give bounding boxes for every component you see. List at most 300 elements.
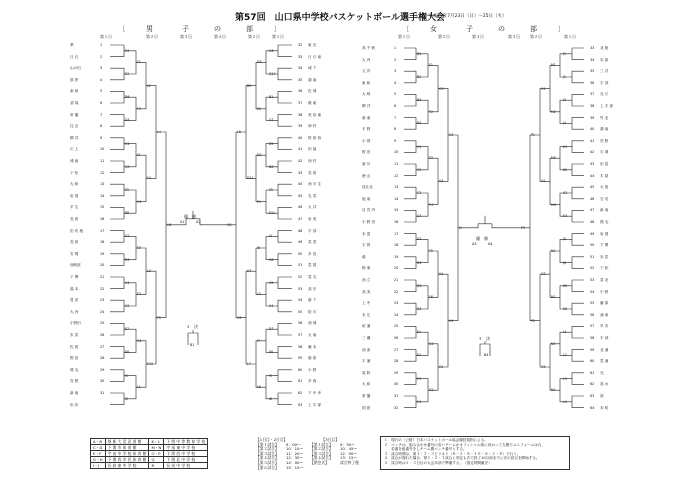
schedule-cell: 【第４試合】 bbox=[256, 455, 279, 461]
girls-champion-label: 優 勝 bbox=[476, 236, 488, 241]
girls-left-team: 東 和 bbox=[362, 80, 371, 85]
boys-left-seed: 7 bbox=[100, 112, 103, 117]
girls-right-seed: 64 bbox=[590, 405, 595, 410]
girls-right-seed: 50 bbox=[590, 243, 595, 248]
boys-right-seed: 47 bbox=[298, 217, 303, 221]
boys-right-team: 美 祢 東 bbox=[308, 112, 322, 117]
boys-left-seed: 3 bbox=[100, 66, 103, 71]
girls-right-game-label: L3 bbox=[563, 376, 567, 381]
boys-left-seed: 28 bbox=[100, 356, 105, 361]
schedule-cell: 【第５試合】 bbox=[256, 459, 279, 465]
girls-right-seed: 56 bbox=[590, 312, 595, 317]
girls-left-team: 大 岐 bbox=[362, 92, 371, 97]
boys-left-seed: 31 bbox=[100, 391, 105, 395]
girls-right-team: 三 井 bbox=[600, 69, 609, 74]
girls-left-team: 浅江北 bbox=[362, 185, 373, 190]
schedule-row bbox=[256, 466, 364, 471]
girls-right-seed: 58 bbox=[590, 336, 595, 340]
schedule-cell: 【第３試合】 bbox=[256, 450, 279, 456]
boys-right-seed: 53 bbox=[298, 286, 303, 291]
notes-box bbox=[380, 436, 570, 470]
boys-left-game-label: G3 bbox=[125, 164, 130, 169]
girls-right-game-label: O4 bbox=[541, 365, 546, 369]
girls-round-1r: 第１日 bbox=[564, 34, 576, 39]
girls-round-3r: 第３日 bbox=[508, 34, 520, 39]
girls-head-close: 〕 bbox=[558, 25, 565, 33]
boys-right-game-label: B1 bbox=[269, 95, 274, 100]
boys-right-team: 下 中 幸 bbox=[308, 391, 322, 395]
boys-right-team: 田 福 bbox=[308, 147, 317, 152]
girls-left-seed: 4 bbox=[394, 80, 397, 85]
girls-right-seed: 41 bbox=[590, 138, 595, 143]
boys-right-seed: 54 bbox=[298, 298, 303, 303]
schedule-cell: 10：10〜 bbox=[286, 446, 304, 452]
girls-left-game-label: C1 bbox=[417, 144, 422, 149]
girls-left-game-label: G2 bbox=[429, 388, 434, 393]
girls-right-seed: 34 bbox=[590, 57, 595, 62]
schedule-cell: 12：30〜 bbox=[286, 455, 304, 461]
boys-right-game-label: I8 bbox=[257, 246, 260, 250]
boys-left-seed: 10 bbox=[100, 147, 105, 152]
boys-left-game-label: G2 bbox=[125, 234, 130, 239]
girls-left-team: 旭 南 bbox=[362, 196, 371, 201]
boys-left-team: 華 bbox=[70, 43, 74, 47]
boys-third-b1: B1 bbox=[190, 343, 195, 347]
venue-name: 長 成 中 学 校 bbox=[164, 463, 208, 469]
girls-left-seed: 15 bbox=[394, 208, 399, 213]
girls-left-game-label: B2 bbox=[417, 75, 422, 79]
boys-left-game-label: G4 bbox=[137, 338, 142, 343]
girls-left-seed: 26 bbox=[394, 336, 399, 340]
boys-right-seed: 35 bbox=[298, 77, 303, 82]
boys-right-seed: 32 bbox=[298, 43, 303, 47]
boys-left-team: 日 石 bbox=[70, 54, 79, 59]
boys-left-game-label: L4 bbox=[157, 130, 161, 134]
girls-round-2r: 第２日 bbox=[530, 34, 542, 39]
girls-left-seed: 23 bbox=[394, 301, 399, 306]
girls-left-game-label: H3 bbox=[449, 133, 454, 137]
boys-round-2r: 第２日 bbox=[248, 34, 260, 39]
boys-left-team: 新 南 bbox=[70, 391, 79, 395]
girls-left-game-label: F3 bbox=[429, 156, 433, 161]
girls-right-seed: 62 bbox=[590, 382, 595, 387]
girls-right-game-label: N2 bbox=[551, 295, 556, 300]
boys-left-seed: 14 bbox=[100, 193, 105, 198]
boys-right-game-label: I6 bbox=[269, 396, 272, 401]
girls-right-game-label: K1 bbox=[563, 144, 568, 149]
girls-right-seed: 46 bbox=[590, 196, 595, 201]
girls-left-seed: 22 bbox=[394, 289, 399, 294]
girls-right-team: 浦 東 bbox=[600, 312, 609, 317]
girls-right-seed: 43 bbox=[590, 162, 595, 166]
girls-right-team: 新 南 bbox=[600, 208, 609, 213]
girls-right-seed: 48 bbox=[590, 220, 595, 224]
girls-left-team: 小 郡 bbox=[362, 138, 371, 143]
boys-right-team: 上 宇 部 bbox=[308, 402, 322, 407]
girls-right-team: 小 野 bbox=[600, 289, 609, 294]
schedule-cell: 15：15〜 bbox=[286, 464, 304, 470]
girls-left-game-label: H1 bbox=[439, 272, 444, 277]
boys-round-3l: 第３日 bbox=[180, 34, 192, 39]
note-line: ２ ベンチは、組み合わせ番号の若いチームがオフィシャル席に向かって左側でユニフォームは白、 bbox=[384, 442, 546, 447]
boys-right-game-label: E1 bbox=[257, 199, 262, 204]
boys-left-seed: 9 bbox=[100, 135, 103, 140]
girls-right-seed: 53 bbox=[590, 278, 595, 282]
boys-left-seed: 29 bbox=[100, 367, 105, 372]
girls-left-game-label: B4 bbox=[417, 121, 422, 126]
girls-right-game-label: O2 bbox=[541, 179, 546, 184]
girls-right-team: 豊 北 bbox=[600, 278, 609, 282]
girls-left-game-label: G4 bbox=[439, 179, 444, 184]
boys-left-team: 安 岡 bbox=[70, 251, 79, 256]
boys-right-team: 多 田 bbox=[308, 251, 317, 256]
girls-right-team: 荒 野 bbox=[600, 138, 609, 143]
girls-left-game-label: C2 bbox=[417, 167, 422, 172]
girls-right-game-label: J2 bbox=[563, 75, 566, 79]
girls-left-team: 平 野 bbox=[362, 127, 371, 132]
girls-left-seed: 9 bbox=[394, 138, 397, 143]
boys-right-team: 宇 部 bbox=[308, 228, 317, 233]
girls-left-game-label: F4 bbox=[429, 202, 433, 207]
girls-right-game-label: K3 bbox=[563, 191, 568, 195]
girls-third-b1: B4 bbox=[484, 353, 489, 357]
boys-right-seed: 59 bbox=[298, 356, 303, 361]
girls-right-game-label: P3 bbox=[521, 225, 525, 230]
girls-right-game-label: P2 bbox=[531, 318, 535, 323]
girls-left-game-label: C4 bbox=[417, 214, 422, 219]
girls-right-game-label: L2 bbox=[563, 353, 567, 358]
boys-left-team: 常 盤 bbox=[70, 112, 79, 117]
boys-left-team: 下 松 bbox=[70, 170, 79, 175]
schedule-head-1: 【1日目・2日目】 bbox=[256, 437, 288, 442]
boys-left-seed: 8 bbox=[100, 124, 103, 129]
boys-left-team: 厚 狭 bbox=[70, 77, 79, 82]
boys-right-team: 高 川 bbox=[308, 286, 317, 291]
girls-right-game-label: M2 bbox=[551, 109, 556, 114]
girls-left-team: 文 洋 bbox=[362, 69, 371, 74]
boys-left-team: 下 関 bbox=[70, 275, 79, 279]
boys-left-team: 岩 国 bbox=[70, 193, 79, 198]
girls-left-seed: 32 bbox=[394, 405, 399, 410]
girls-left-team: 周 防 bbox=[362, 370, 371, 375]
girls-right-seed: 37 bbox=[590, 92, 595, 97]
girls-left-game-label: E2 bbox=[417, 353, 422, 358]
boys-left-team: 大 和 bbox=[70, 182, 79, 187]
boys-right-team: 佐 城 bbox=[308, 89, 317, 94]
girls-left-seed: 25 bbox=[394, 324, 399, 329]
boys-right-team: 萩 東 bbox=[308, 101, 317, 105]
girls-left-seed: 21 bbox=[394, 278, 399, 282]
boys-right-seed: 51 bbox=[298, 263, 303, 268]
boys-left-team: 宮 野 bbox=[70, 379, 79, 384]
boys-right-seed: 39 bbox=[298, 124, 303, 129]
venue-name: 下 関 中 等 教 育 学 校 bbox=[164, 439, 208, 445]
boys-left-team: 西岐波 bbox=[70, 263, 81, 268]
boys-right-seed: 44 bbox=[298, 182, 303, 187]
girls-left-seed: 19 bbox=[394, 254, 399, 259]
girls-left-game-label: D4 bbox=[417, 307, 422, 311]
girls-right-team: 豊 浦 bbox=[600, 359, 609, 364]
boys-left-seed: 19 bbox=[100, 251, 105, 256]
girls-right-game-label: J5 bbox=[563, 237, 566, 242]
girls-left-team: 徳 山 bbox=[362, 173, 371, 178]
girls-left-team: 上 中 bbox=[362, 301, 371, 306]
boys-right-seed: 45 bbox=[298, 193, 303, 198]
boys-right-seed: 48 bbox=[298, 228, 303, 233]
boys-left-game-label: E3 bbox=[125, 72, 130, 76]
boys-right-seed: 49 bbox=[298, 240, 303, 245]
boys-left-seed: 26 bbox=[100, 333, 105, 337]
girls-right-seed: 40 bbox=[590, 127, 595, 132]
girls-right-team: 藤 原 bbox=[600, 301, 609, 306]
boys-right-seed: 38 bbox=[298, 112, 303, 117]
venue-name: 下 関 西 中 学 校 bbox=[164, 451, 208, 457]
note-line: １ 現行の（公財）日本バスケットボール協会競技規則による。 bbox=[384, 438, 488, 442]
note-line: ５ 試合時は２・３日目の大会本部で準備する。（指定時間厳守） bbox=[384, 460, 492, 465]
girls-round-2l: 第２日 bbox=[438, 34, 450, 39]
girls-left-game-label: G3 bbox=[439, 86, 444, 91]
boys-right-team: 多 西 bbox=[308, 379, 317, 384]
schedule-cell: 【第１試合】 bbox=[310, 441, 333, 447]
schedule-cell bbox=[310, 466, 340, 471]
boys-right-game-label: H7 bbox=[247, 269, 252, 274]
schedule-cell: 【閉会式】 bbox=[310, 459, 329, 465]
boys-right-team: 鴻 南 bbox=[308, 77, 317, 82]
boys-left-seed: 2 bbox=[100, 54, 103, 59]
girls-right-game-label: J4 bbox=[563, 121, 566, 126]
boys-right-team: 神 村 bbox=[308, 124, 317, 129]
girls-right-team: 鴻 南 bbox=[600, 127, 609, 132]
girls-right-team: 高 水 bbox=[600, 382, 609, 387]
girls-right-seed: 49 bbox=[590, 231, 595, 236]
boys-left-seed: 1 bbox=[100, 43, 103, 47]
schedule-cell: 14：00〜 bbox=[286, 459, 304, 465]
girls-left-game-label: H2 bbox=[439, 365, 444, 369]
boys-left-team: 小野田 bbox=[70, 321, 81, 326]
boys-left-team: 柳 井 bbox=[70, 135, 79, 140]
boys-right-game-label: H4 bbox=[269, 304, 274, 308]
boys-right-team: 太 井 bbox=[308, 205, 317, 210]
girls-right-game-label: N1 bbox=[551, 249, 556, 253]
girls-right-seed: 54 bbox=[590, 289, 595, 294]
girls-left-game-label: F6 bbox=[429, 295, 433, 300]
boys-right-team: 西 村 bbox=[308, 159, 317, 163]
boys-right-team: 防 川 bbox=[308, 309, 317, 314]
venue-row bbox=[91, 463, 208, 469]
venue-name: 維 新 大 晃 武 道 館 bbox=[105, 439, 149, 445]
venue-code: E・F bbox=[91, 451, 106, 457]
schedule-cell: 【第１試合】 bbox=[256, 441, 279, 447]
girls-left-team: 柳 井 bbox=[362, 104, 371, 108]
venue-name: 下 関 北 中 学 校 bbox=[164, 457, 208, 463]
girls-left-game-label: D1 bbox=[417, 237, 422, 242]
venue-name: 宇 部 東 中 学 校 bbox=[164, 445, 208, 451]
boys-right-game-label: L5 bbox=[257, 292, 261, 297]
girls-left-seed: 24 bbox=[394, 312, 399, 317]
girls-left-game-label: B3 bbox=[417, 98, 422, 103]
boys-right-game-label: H5 bbox=[269, 280, 274, 285]
boys-left-game-label: F5 bbox=[157, 315, 161, 320]
boys-left-game-label: I2 bbox=[125, 396, 128, 401]
boys-right-game-label: G6 bbox=[269, 48, 274, 53]
venue-name: 下 関 市 体 育 館 bbox=[105, 445, 149, 451]
venue-code: I・J bbox=[91, 463, 106, 469]
girls-right-team: 竹 北 bbox=[600, 115, 609, 120]
girls-right-game-label: K4 bbox=[563, 214, 568, 219]
girls-right-game-label: J1 bbox=[563, 51, 566, 56]
boys-left-team: 湯 本 bbox=[70, 286, 79, 291]
boys-right-team: 防 府 西 bbox=[308, 135, 322, 140]
girls-right-seed: 45 bbox=[590, 185, 595, 190]
schedule-cell: 試合終了後 bbox=[340, 459, 359, 465]
girls-right-team: 石 見 bbox=[600, 196, 609, 201]
boys-right-seed: 40 bbox=[298, 135, 303, 140]
girls-left-seed: 13 bbox=[394, 185, 399, 190]
girls-right-team: 宇 部 bbox=[600, 80, 609, 85]
boys-right-game-label: D5 bbox=[269, 141, 274, 146]
boys-left-game-label: E9 bbox=[137, 246, 142, 250]
girls-left-game-label: F1 bbox=[429, 63, 433, 68]
girls-left-team: 阿 東 bbox=[362, 266, 371, 271]
girls-right-team: 宇 部 bbox=[600, 336, 609, 340]
girls-right-team: 光 bbox=[600, 370, 604, 375]
boys-left-team: 佐 波 bbox=[70, 344, 79, 349]
boys-right-game-label: D8 bbox=[269, 164, 274, 169]
boys-champion-label: 優 勝 bbox=[184, 214, 196, 219]
girls-final-a1: A3 bbox=[472, 242, 477, 246]
girls-left-seed: 8 bbox=[394, 127, 397, 132]
boys-left-seed: 23 bbox=[100, 298, 105, 303]
boys-round-1l: 第１日 bbox=[100, 34, 112, 39]
schedule-cell: 13：15〜 bbox=[340, 455, 358, 461]
girls-right-game-label: O1 bbox=[541, 86, 546, 91]
girls-final-a2: A4 bbox=[488, 242, 493, 246]
boys-left-seed: 18 bbox=[100, 240, 105, 245]
venue-code: M・N bbox=[149, 445, 164, 451]
girls-left-team: 高 美 bbox=[362, 289, 371, 294]
page-title: 第57回 山口県中学校バスケットボール選手権大会 bbox=[235, 13, 445, 23]
boys-left-game-label: D6 bbox=[125, 95, 130, 100]
boys-right-game-label: D7 bbox=[269, 327, 274, 332]
boys-left-team: 大 内 bbox=[70, 309, 79, 314]
boys-left-game-label: F1 bbox=[137, 60, 141, 65]
boys-right-team: 岩 美 bbox=[308, 217, 317, 221]
boys-right-seed: 57 bbox=[298, 333, 303, 337]
boys-head-open: 〔 bbox=[118, 25, 125, 33]
girls-left-seed: 5 bbox=[394, 92, 397, 97]
venue-code: O・P bbox=[149, 451, 164, 457]
girls-left-team: 常 盤 bbox=[362, 394, 371, 398]
boys-right-seed: 37 bbox=[298, 101, 303, 105]
boys-right-game-label: E5 bbox=[269, 188, 274, 192]
girls-right-seed: 63 bbox=[590, 394, 595, 398]
boys-left-seed: 12 bbox=[100, 170, 105, 175]
venue-code: A・B bbox=[91, 439, 106, 445]
girls-head-4: 部 bbox=[530, 25, 537, 33]
schedule-cell: 【第２試合】 bbox=[256, 446, 279, 452]
girls-right-team: 北 浦 bbox=[600, 347, 609, 352]
note-line: ４ 試合が遅れた場合、第１・２・３試合と判定も次で終了10分前までに次の試合を開始する。 bbox=[384, 456, 540, 461]
girls-right-game-label: K5 bbox=[563, 283, 568, 288]
girls-right-seed: 39 bbox=[590, 115, 595, 120]
girls-right-seed: 55 bbox=[590, 301, 595, 306]
boys-head-1: 男 bbox=[146, 25, 153, 33]
boys-right-game-label: E6 bbox=[269, 350, 274, 355]
girls-left-seed: 3 bbox=[394, 69, 397, 74]
boys-left-team: 東 岐 bbox=[70, 89, 79, 94]
girls-round-3l: 第３日 bbox=[472, 34, 484, 39]
girls-third-label: ３ 決 bbox=[478, 336, 490, 341]
boys-right-seed: 58 bbox=[298, 344, 303, 349]
girls-right-game-label: K6 bbox=[563, 307, 568, 311]
boys-left-seed: 20 bbox=[100, 263, 105, 268]
girls-left-seed: 27 bbox=[394, 347, 399, 352]
girls-right-team: 岩 国 bbox=[600, 231, 609, 236]
boys-right-team: 西 城 bbox=[308, 321, 317, 326]
girls-left-seed: 7 bbox=[394, 115, 397, 120]
boys-third-label: ３ 決 bbox=[186, 324, 198, 329]
girls-round-1l: 第１日 bbox=[398, 34, 410, 39]
girls-left-game-label: E1 bbox=[417, 330, 422, 335]
girls-right-game-label: L4 bbox=[563, 399, 567, 404]
venue-table bbox=[90, 438, 208, 469]
girls-right-team: 荻 bbox=[600, 394, 604, 398]
boys-right-game-label: D11 bbox=[247, 176, 254, 181]
schedule-cell: 【第３試合】 bbox=[310, 450, 333, 456]
girls-right-seed: 57 bbox=[590, 324, 595, 329]
boys-right-seed: 46 bbox=[298, 205, 303, 210]
girls-right-game-label: N4 bbox=[551, 388, 556, 393]
girls-right-game-label: O3 bbox=[541, 272, 546, 277]
boys-left-game-label: F3 bbox=[137, 292, 141, 297]
girls-left-seed: 2 bbox=[394, 57, 397, 62]
boys-right-game-label: B9 bbox=[247, 83, 252, 88]
boys-left-seed: 5 bbox=[100, 89, 103, 94]
girls-right-seed: 33 bbox=[590, 46, 595, 50]
girls-left-team: 末 富 bbox=[362, 231, 371, 236]
girls-left-game-label: I1 bbox=[459, 225, 462, 230]
boys-right-team: 大 南 bbox=[308, 333, 317, 337]
boys-left-team: 長 府 bbox=[70, 240, 79, 245]
boys-left-game-label: H3 bbox=[137, 199, 142, 204]
boys-left-seed: 25 bbox=[100, 321, 105, 326]
boys-left-game-label: E8 bbox=[125, 350, 130, 355]
girls-left-team: 大 和 bbox=[362, 382, 371, 387]
schedule-cell: 【第６試合】 bbox=[256, 464, 279, 470]
girls-right-team: 下 関 bbox=[600, 243, 609, 248]
boys-left-seed: 4 bbox=[100, 77, 103, 82]
boys-left-team: 長 府 bbox=[70, 217, 79, 221]
girls-left-seed: 31 bbox=[394, 394, 399, 398]
girls-left-seed: 30 bbox=[394, 382, 399, 387]
boys-right-game-label: G7 bbox=[269, 118, 274, 123]
boys-left-seed: 11 bbox=[100, 159, 105, 163]
venue-name: 長 府 東 中 学 校 bbox=[105, 463, 149, 469]
boys-left-team: 城 南 bbox=[70, 159, 79, 163]
boys-left-game-label: L1 bbox=[137, 385, 141, 390]
girls-left-team: 萩 bbox=[362, 254, 366, 259]
girls-left-seed: 14 bbox=[394, 196, 399, 201]
venue-name: 宇 宙 中 学 校 体 育 館 bbox=[105, 451, 149, 457]
boys-right-team: 豊 丸 bbox=[308, 275, 317, 279]
boys-right-seed: 36 bbox=[298, 89, 303, 94]
boys-right-seed: 61 bbox=[298, 379, 303, 384]
girls-left-team: 西 条 bbox=[362, 347, 371, 352]
boys-left-game-label: D1 bbox=[125, 257, 130, 262]
boys-left-team: 田 布 bbox=[70, 402, 79, 407]
girls-left-game-label: D2 bbox=[417, 260, 422, 265]
girls-right-game-label: J6 bbox=[563, 260, 566, 265]
